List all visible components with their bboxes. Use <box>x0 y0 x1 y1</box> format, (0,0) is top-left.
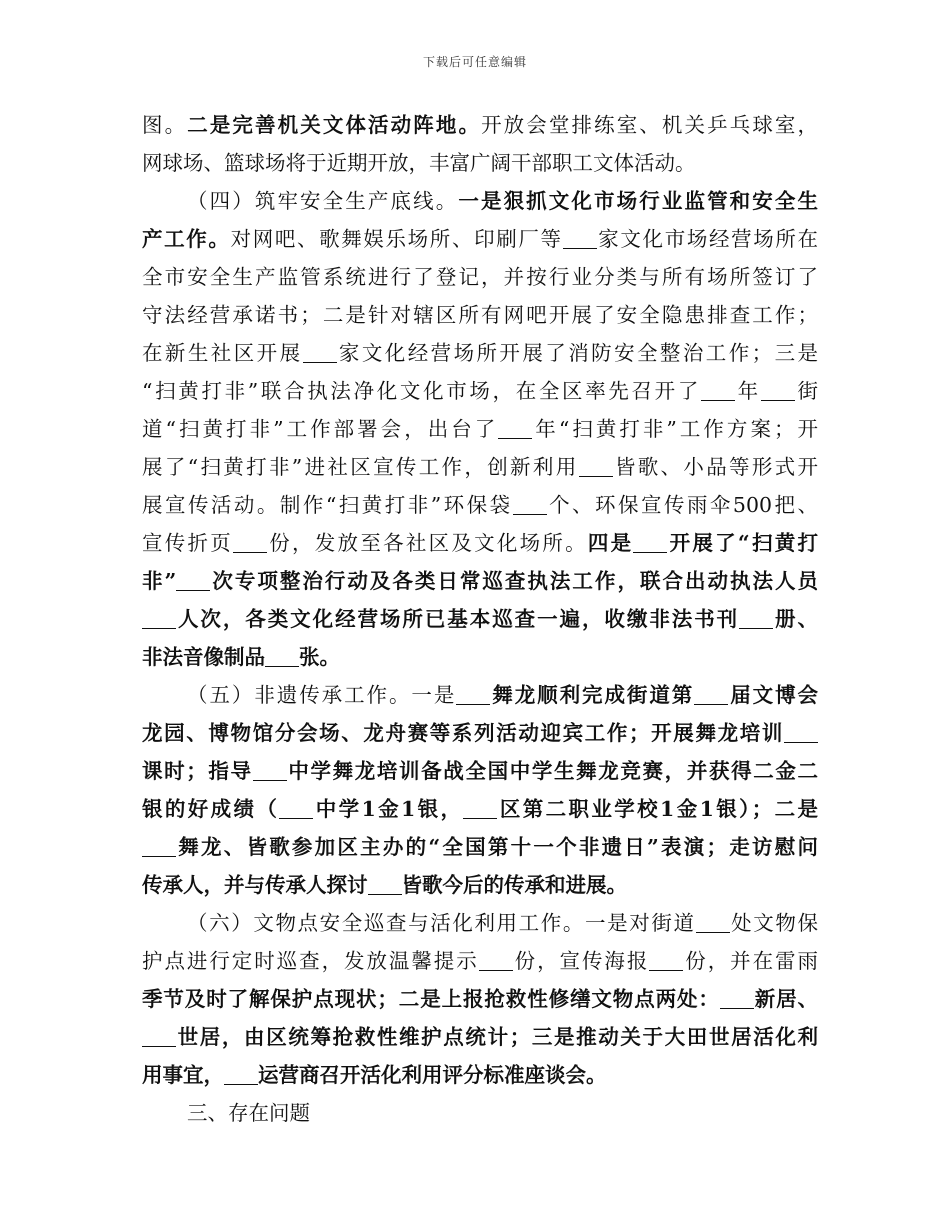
bold-text-segment: 册、 <box>773 607 819 631</box>
text-segment: 家文化经营场所开展了消防安全整治工作；三是 <box>336 341 818 365</box>
fill-in-blank <box>633 530 667 553</box>
text-segment: 宣传折页 <box>142 531 234 555</box>
fill-in-blank <box>498 416 532 439</box>
bold-text-segment: 中学舞龙培训备战全国中学生舞龙竞赛，并获得二金二 <box>286 759 819 783</box>
document-body <box>142 106 818 1132</box>
text-line <box>142 448 818 486</box>
text-segment: 展了“扫黄打非”进社区宣传工作，创新利用 <box>142 455 579 479</box>
text-segment: 开放会堂排练室、机关乒乓球室， <box>481 113 819 137</box>
fill-in-blank <box>456 682 490 705</box>
text-segment: 家文化市场经营场所在 <box>596 227 819 251</box>
text-segment: 展宣传活动。制作“扫黄打非”环保袋 <box>142 493 513 517</box>
text-segment: 道“扫黄打非”工作部署会，出台了 <box>142 417 499 441</box>
bold-text-segment: 新居、 <box>753 987 819 1011</box>
text-segment: 年 <box>735 379 761 403</box>
bold-text-segment: 次专项整治行动及各类日常巡查执法工作，联合出动执法人员 <box>210 569 819 593</box>
fill-in-blank <box>649 948 683 971</box>
text-line <box>142 904 818 942</box>
fill-in-blank <box>303 340 337 363</box>
bold-text-segment: 二是完善机关文体活动阵地。 <box>187 113 482 137</box>
bold-text-segment: 中学1金1银， <box>313 797 464 821</box>
text-segment: 份，宣传海报 <box>512 949 650 973</box>
fill-in-blank <box>701 378 735 401</box>
bold-text-segment: 非” <box>142 569 177 593</box>
text-segment: 在新生社区开展 <box>142 341 303 365</box>
bold-text-segment: 季节及时了解保护点现状；二是上报抢救性修缮文物点两处： <box>142 987 720 1011</box>
text-segment: 街 <box>794 379 819 403</box>
bold-text-segment: 张。 <box>299 645 340 669</box>
text-line <box>142 486 818 524</box>
fill-in-blank <box>720 986 754 1009</box>
text-segment: （四）筑牢安全生产底线。 <box>187 189 459 213</box>
page-header: 下载后可任意编辑 <box>422 55 527 69</box>
fill-in-blank <box>739 606 773 629</box>
text-segment: 年“扫黄打非”工作方案；开 <box>532 417 818 441</box>
bold-text-segment: 届文博会 <box>728 683 819 707</box>
bold-text-segment: 皆歌今后的传承和进展。 <box>401 873 627 897</box>
text-line <box>142 410 818 448</box>
bold-text-segment: 舞龙、皆歌参加区主办的“全国第十一个非遗日”表演；走访慰问 <box>176 835 818 859</box>
bold-text-segment: 人次，各类文化经营场所已基本巡查一遍，收缴非法书刊 <box>176 607 740 631</box>
bold-text-segment: 一是狠抓文化市场行业监管和安全生 <box>458 189 819 213</box>
text-line <box>142 144 818 182</box>
fill-in-blank <box>784 720 818 743</box>
bold-text-segment: 银的好成绩（ <box>142 797 280 821</box>
text-line <box>142 828 818 866</box>
text-line <box>142 182 818 220</box>
text-line <box>142 676 818 714</box>
fill-in-blank <box>696 910 730 933</box>
text-line <box>142 980 818 1018</box>
text-line <box>142 752 818 790</box>
text-line <box>142 562 818 600</box>
fill-in-blank <box>142 1024 176 1047</box>
text-segment: 对网吧、歌舞娱乐场所、印刷厂等 <box>230 227 563 251</box>
fill-in-blank <box>694 682 728 705</box>
fill-in-blank <box>479 948 513 971</box>
text-line <box>142 372 818 410</box>
bold-text-segment: 开展了“扫黄打 <box>667 531 818 555</box>
text-segment: 三、存在问题 <box>187 1101 310 1125</box>
text-segment: 皆歌、小品等形式开 <box>612 455 819 479</box>
text-line <box>142 334 818 372</box>
fill-in-blank <box>265 644 299 667</box>
text-line <box>142 1056 818 1094</box>
text-line <box>142 942 818 980</box>
bold-text-segment: 产工作。 <box>142 227 231 251</box>
bold-text-segment: 世居，由区统筹抢救性维护点统计；三是推动关于大田世居活化利 <box>176 1025 818 1049</box>
fill-in-blank <box>279 796 313 819</box>
text-line <box>142 296 818 334</box>
bold-text-segment: 四是 <box>587 531 634 555</box>
fill-in-blank <box>463 796 497 819</box>
fill-in-blank <box>368 872 402 895</box>
text-line <box>142 1018 818 1056</box>
text-segment: 个、环保宣传雨伞500把、 <box>546 493 818 517</box>
bold-text-segment: 运营商召开活化利用评分标准座谈会。 <box>258 1063 607 1087</box>
bold-text-segment: 用事宜， <box>142 1063 224 1087</box>
bold-text-segment: 龙园、博物馆分会场、龙舟赛等系列活动迎宾工作；开展舞龙培训 <box>142 721 784 745</box>
text-segment: 份，并在雷雨 <box>683 949 819 973</box>
text-segment: 护点进行定时巡查，发放温馨提示 <box>142 949 479 973</box>
text-segment: 份，发放至各社区及文化场所。 <box>267 531 588 555</box>
text-line <box>142 600 818 638</box>
fill-in-blank <box>579 454 613 477</box>
text-segment: 图。 <box>142 113 188 137</box>
bold-text-segment: 舞龙顺利完成街道第 <box>490 683 695 707</box>
bold-text-segment: 课时；指导 <box>142 759 253 783</box>
bold-text-segment: 传承人，并与传承人探讨 <box>142 873 368 897</box>
fill-in-blank <box>176 568 210 591</box>
text-segment: 网球场、篮球场将于近期开放，丰富广阔干部职工文体活动。 <box>142 151 696 175</box>
fill-in-blank <box>224 1062 258 1085</box>
text-segment: 守法经营承诺书；二是针对辖区所有网吧开展了安全隐患排查工作； <box>142 303 818 327</box>
fill-in-blank <box>233 530 267 553</box>
text-line <box>142 638 818 676</box>
text-line <box>142 106 818 144</box>
bold-text-segment: 区第二职业学校1金1银）；二是 <box>497 797 819 821</box>
text-line <box>142 714 818 752</box>
text-segment: （五）非遗传承工作。一是 <box>187 683 457 707</box>
text-line <box>142 1094 818 1132</box>
text-line <box>142 220 818 258</box>
text-segment: 处文物保 <box>729 911 819 935</box>
fill-in-blank <box>142 834 176 857</box>
text-line <box>142 524 818 562</box>
text-segment: 全市安全生产监管系统进行了登记，并按行业分类与所有场所签订了 <box>142 265 818 289</box>
text-segment: （六）文物点安全巡查与活化利用工作。一是对街道 <box>187 911 696 935</box>
fill-in-blank <box>513 492 547 515</box>
text-line <box>142 790 818 828</box>
text-segment: “扫黄打非”联合执法净化文化市场，在全区率先召开了 <box>142 379 702 403</box>
fill-in-blank <box>761 378 795 401</box>
text-line <box>142 258 818 296</box>
text-line <box>142 866 818 904</box>
fill-in-blank <box>142 606 176 629</box>
fill-in-blank <box>253 758 287 781</box>
fill-in-blank <box>563 226 597 249</box>
bold-text-segment: 非法音像制品 <box>142 645 265 669</box>
